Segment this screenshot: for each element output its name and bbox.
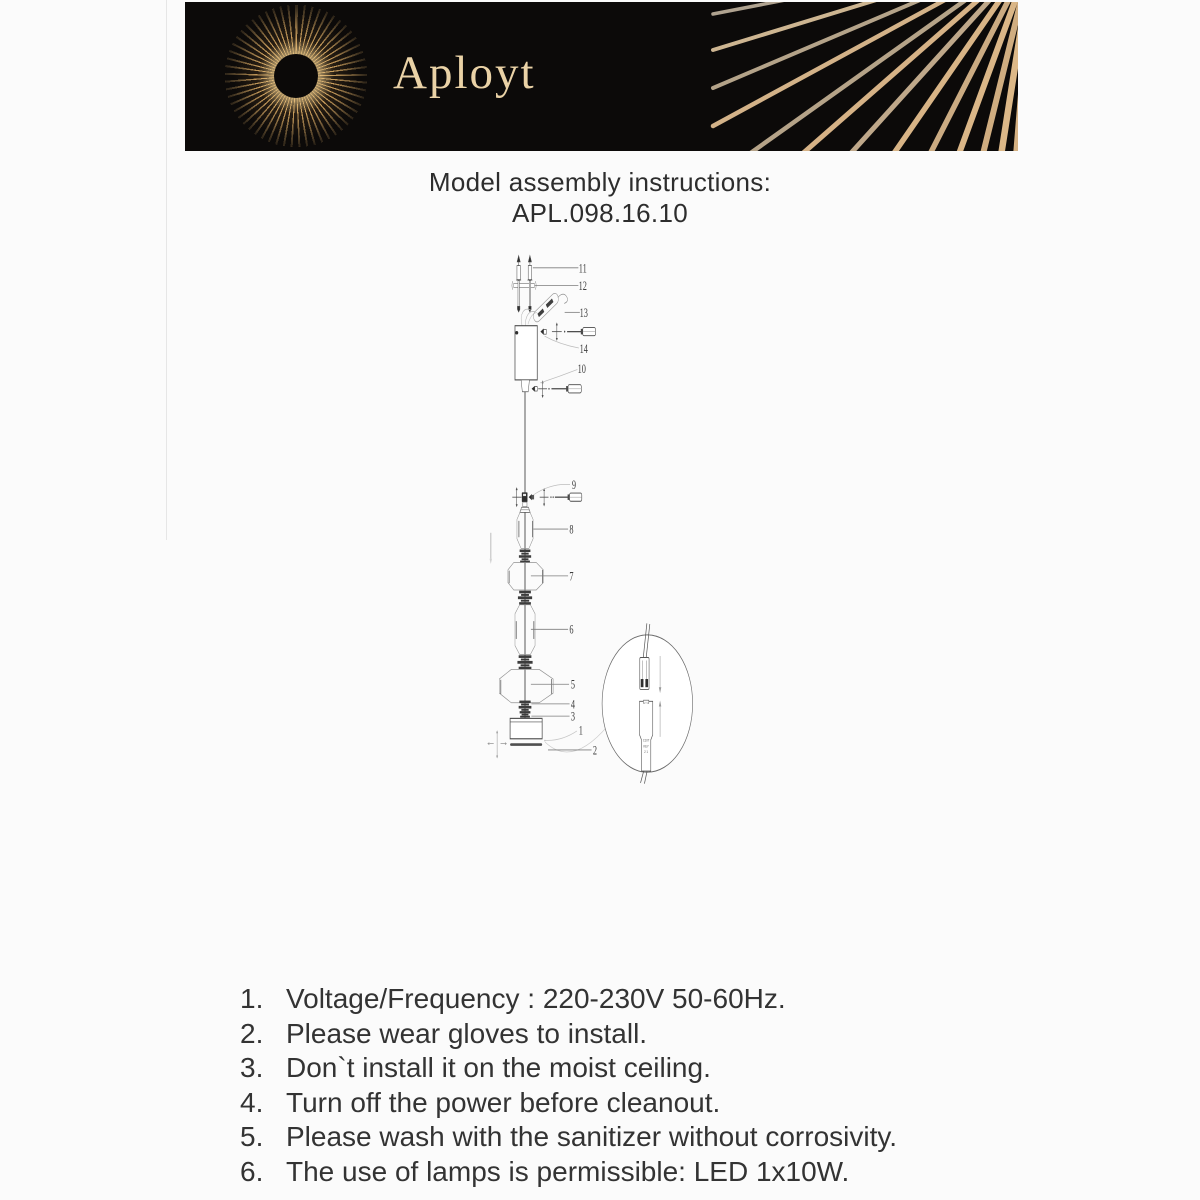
base-housing-1	[510, 718, 542, 738]
leader-lines	[531, 268, 608, 752]
instruction-number: 6.	[240, 1155, 264, 1187]
scan-edge-line	[166, 0, 167, 540]
part-label-12: 12	[578, 279, 587, 294]
part-label-3: 3	[570, 709, 576, 725]
mounting-bar	[512, 281, 536, 290]
part-label-1: 1	[578, 724, 583, 739]
instruction-text: Turn off the power before cleanout.	[286, 1086, 721, 1118]
canopy-stem	[521, 380, 529, 392]
part-label-5: 5	[570, 678, 576, 693]
sunburst-logo-icon	[225, 5, 367, 147]
female-connector	[640, 700, 653, 784]
connector-marking-line1: C10T	[642, 737, 650, 743]
instruction-text: Please wear gloves to install.	[286, 1017, 648, 1049]
instruction-item	[240, 982, 1020, 1017]
part-label-11: 11	[578, 261, 587, 276]
instruction-number: 1.	[240, 983, 264, 1014]
rotation-cross-icon	[512, 487, 521, 507]
page-title-block	[0, 167, 1200, 229]
screwdriver-icon	[555, 493, 582, 501]
ceiling-canopy	[515, 326, 537, 392]
page-title: Model assembly instructions:	[428, 167, 772, 197]
model-number: APL.098.16.10	[512, 198, 688, 228]
grub-screw-icon	[532, 386, 535, 392]
connector-marking-line2: KEY	[643, 743, 649, 749]
part-label-13: 13	[579, 306, 588, 321]
instruction-item	[240, 1086, 1020, 1121]
brand-banner	[185, 2, 1018, 151]
brand-logo-text: Aployt	[393, 47, 536, 99]
instruction-item	[240, 1017, 1020, 1052]
instruction-item	[240, 1155, 1020, 1190]
screwdriver-icon	[567, 328, 595, 336]
glass-shade-8	[517, 510, 533, 549]
part-label-2: 2	[592, 744, 598, 759]
rotation-cross-bottom	[487, 730, 507, 758]
metal-collar	[518, 591, 532, 605]
sunburst-core	[274, 54, 318, 98]
part-label-6: 6	[569, 623, 574, 638]
instruction-item	[240, 1120, 1020, 1155]
screwdriver-icon	[551, 385, 581, 393]
instruction-item	[240, 1051, 1020, 1086]
bottom-plate-2	[510, 743, 542, 746]
rotation-cross-icon	[552, 322, 562, 341]
connector-row-9	[512, 487, 581, 512]
part-label-14: 14	[579, 342, 588, 357]
part-label-4: 4	[570, 697, 576, 712]
part-label-7: 7	[569, 569, 574, 584]
instruction-text: Voltage/Frequency : 220-230V 50-60Hz.	[286, 983, 786, 1014]
part-label-9: 9	[571, 478, 577, 493]
assembly-diagram	[480, 250, 940, 970]
grub-screw-icon	[540, 329, 543, 335]
canopy-side-screw-hole	[515, 331, 518, 335]
suspension-wire	[524, 391, 525, 719]
instructions-list	[240, 982, 1020, 1189]
set-screw-row-10	[532, 380, 582, 398]
rotation-cross-icon	[538, 380, 547, 398]
part-label-10: 10	[577, 362, 586, 377]
detail-inset-circle	[602, 623, 693, 783]
connector-marking-line3: 2 1	[644, 749, 648, 755]
instruction-number: 4.	[240, 1086, 264, 1118]
cord-grip-hook	[521, 291, 567, 326]
corner-rays-decoration	[698, 2, 1018, 151]
part-label-8: 8	[569, 522, 574, 538]
metal-collar	[519, 550, 531, 563]
wire-connector-block	[522, 492, 528, 502]
metal-collar	[517, 655, 532, 669]
instruction-text: Please wash with the sanitizer without corrosivity.	[286, 1121, 898, 1152]
instruction-number: 2.	[240, 1017, 264, 1049]
instruction-text: Don`t install it on the moist ceiling.	[286, 1052, 711, 1083]
alignment-pin	[490, 533, 492, 564]
instruction-number: 5.	[240, 1121, 264, 1152]
instruction-number: 3.	[240, 1052, 264, 1083]
glass-shade-5	[499, 669, 553, 702]
instruction-text: The use of lamps is permissible: LED 1x10W.	[286, 1155, 850, 1187]
